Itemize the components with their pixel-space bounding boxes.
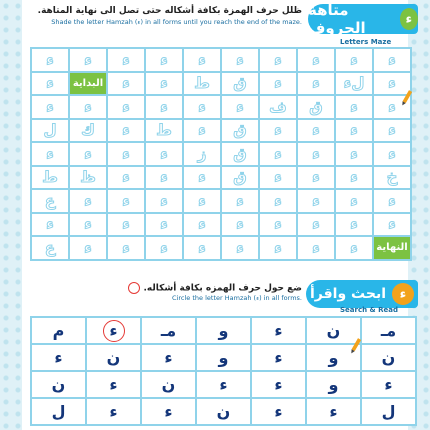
search-letter: ء bbox=[274, 375, 283, 394]
maze-cell[interactable]: ع bbox=[31, 236, 69, 260]
search-instruction-arabic bbox=[30, 282, 302, 294]
maze-cell[interactable]: ز bbox=[183, 142, 221, 166]
maze-cell[interactable]: ء bbox=[107, 95, 145, 119]
search-cell[interactable] bbox=[86, 398, 141, 425]
maze-cell[interactable]: ء bbox=[259, 48, 297, 72]
maze-cell[interactable]: ء bbox=[107, 236, 145, 260]
maze-cell[interactable]: ء bbox=[221, 48, 259, 72]
search-cell[interactable] bbox=[196, 317, 251, 344]
maze-title-text: متاهة الحروف bbox=[308, 1, 366, 37]
maze-number-badge: ء bbox=[400, 8, 418, 30]
search-letter: ء bbox=[274, 348, 283, 367]
search-cell[interactable] bbox=[361, 371, 416, 398]
search-letter: ن bbox=[161, 375, 176, 394]
circle-symbol-icon bbox=[128, 282, 140, 294]
maze-cell[interactable]: ء bbox=[373, 189, 411, 213]
maze-cell[interactable]: ل bbox=[31, 119, 69, 143]
maze-cell[interactable]: ء bbox=[221, 236, 259, 260]
maze-cell[interactable]: ء bbox=[297, 236, 335, 260]
maze-cell[interactable]: ء bbox=[183, 236, 221, 260]
maze-cell[interactable]: ء bbox=[373, 119, 411, 143]
maze-cell[interactable]: ع bbox=[31, 189, 69, 213]
search-cell[interactable] bbox=[31, 344, 86, 371]
maze-cell[interactable]: ء bbox=[335, 236, 373, 260]
maze-cell[interactable]: ء bbox=[297, 48, 335, 72]
maze-cell[interactable]: ء bbox=[297, 189, 335, 213]
maze-cell[interactable]: ء bbox=[373, 48, 411, 72]
search-letter: ء bbox=[274, 321, 283, 340]
maze-cell[interactable]: ء bbox=[31, 213, 69, 237]
maze-cell[interactable]: ء bbox=[259, 142, 297, 166]
maze-cell[interactable]: ق bbox=[221, 166, 259, 190]
maze-cell[interactable]: ء bbox=[335, 189, 373, 213]
search-section-title bbox=[306, 280, 418, 308]
maze-cell[interactable]: ء bbox=[145, 95, 183, 119]
search-instruction-english: Circle the letter Hamzah (ء) in all forms. bbox=[172, 294, 302, 302]
maze-cell[interactable]: ء bbox=[183, 95, 221, 119]
maze-cell[interactable]: ط bbox=[183, 72, 221, 96]
pencil-icon bbox=[395, 88, 417, 110]
maze-cell[interactable]: ء bbox=[69, 236, 107, 260]
maze-cell[interactable]: ء bbox=[107, 72, 145, 96]
maze-cell[interactable]: ء bbox=[183, 119, 221, 143]
maze-cell[interactable]: ء bbox=[69, 142, 107, 166]
maze-cell[interactable]: ء bbox=[31, 48, 69, 72]
maze-cell[interactable]: ك bbox=[69, 119, 107, 143]
maze-cell[interactable]: خ bbox=[373, 166, 411, 190]
maze-cell[interactable]: ء bbox=[297, 213, 335, 237]
search-cell[interactable] bbox=[251, 371, 306, 398]
search-cell[interactable] bbox=[31, 398, 86, 425]
maze-instruction-arabic: ظلل حرف الهمزة بكافة أشكاله حتى تصل الى نهاية المتاهة. bbox=[37, 6, 302, 16]
maze-cell[interactable]: ء bbox=[69, 189, 107, 213]
maze-cell[interactable]: ء bbox=[335, 213, 373, 237]
search-cell[interactable] bbox=[141, 398, 196, 425]
maze-cell[interactable]: لء bbox=[335, 72, 373, 96]
maze-cell[interactable]: ء bbox=[373, 72, 411, 96]
maze-cell[interactable]: ء bbox=[297, 119, 335, 143]
search-letter: ن bbox=[216, 402, 231, 421]
maze-cell[interactable]: ء bbox=[297, 142, 335, 166]
maze-cell[interactable]: ء bbox=[183, 166, 221, 190]
maze-cell[interactable]: ء bbox=[145, 48, 183, 72]
search-letter: م bbox=[52, 321, 65, 340]
maze-cell[interactable]: ء bbox=[259, 119, 297, 143]
maze-cell[interactable]: ء bbox=[259, 166, 297, 190]
maze-cell[interactable]: ء bbox=[107, 189, 145, 213]
maze-cell[interactable]: ء bbox=[373, 95, 411, 119]
maze-cell[interactable]: ق bbox=[221, 72, 259, 96]
maze-cell[interactable]: ء bbox=[107, 166, 145, 190]
maze-cell[interactable]: ء bbox=[145, 142, 183, 166]
search-cell[interactable] bbox=[141, 371, 196, 398]
search-cell[interactable] bbox=[251, 398, 306, 425]
maze-cell[interactable]: ء bbox=[69, 213, 107, 237]
search-letter: ن bbox=[51, 375, 66, 394]
maze-cell[interactable]: ء bbox=[145, 72, 183, 96]
search-letter: ن bbox=[381, 348, 396, 367]
maze-cell[interactable]: ط bbox=[145, 119, 183, 143]
pencil-icon bbox=[344, 336, 366, 358]
search-number-badge: ء bbox=[392, 283, 414, 305]
maze-cell[interactable]: ء bbox=[183, 213, 221, 237]
maze-cell[interactable]: ء bbox=[145, 166, 183, 190]
maze-cell[interactable]: ء bbox=[373, 213, 411, 237]
search-letter: ن bbox=[326, 321, 341, 340]
search-letter: و bbox=[328, 348, 339, 367]
search-subtitle: Search & Read bbox=[340, 306, 398, 314]
search-cell[interactable] bbox=[196, 398, 251, 425]
maze-cell[interactable]: ء bbox=[297, 72, 335, 96]
maze-cell[interactable]: ق bbox=[221, 142, 259, 166]
search-title-text: ابحث واقرأ bbox=[309, 286, 386, 302]
left-border-pattern bbox=[0, 0, 22, 430]
maze-cell[interactable]: ط bbox=[31, 166, 69, 190]
maze-cell[interactable]: ء bbox=[259, 236, 297, 260]
search-letter: ل bbox=[381, 402, 396, 421]
search-cell[interactable] bbox=[361, 344, 416, 371]
maze-cell[interactable]: ء bbox=[335, 166, 373, 190]
maze-cell[interactable]: ء bbox=[107, 142, 145, 166]
maze-cell[interactable]: ء bbox=[145, 213, 183, 237]
search-letter: ء bbox=[329, 402, 338, 421]
maze-section-title bbox=[308, 1, 418, 37]
search-letter: ء bbox=[274, 402, 283, 421]
maze-cell[interactable]: ء bbox=[31, 95, 69, 119]
search-cell[interactable] bbox=[196, 371, 251, 398]
maze-subtitle: Letters Maze bbox=[340, 38, 392, 46]
search-letter: و bbox=[328, 375, 339, 394]
maze-cell[interactable]: ء bbox=[31, 142, 69, 166]
maze-cell[interactable]: ء bbox=[31, 72, 69, 96]
search-letter: ء bbox=[54, 348, 63, 367]
maze-cell[interactable]: ظ bbox=[69, 166, 107, 190]
maze-cell[interactable]: ء bbox=[335, 95, 373, 119]
search-cell[interactable] bbox=[86, 344, 141, 371]
search-letter: و bbox=[218, 348, 229, 367]
search-cell[interactable] bbox=[86, 317, 141, 344]
search-cell[interactable] bbox=[361, 317, 416, 344]
search-cell[interactable] bbox=[31, 317, 86, 344]
maze-cell[interactable]: ء bbox=[335, 48, 373, 72]
search-letter: ن bbox=[106, 348, 121, 367]
maze-cell[interactable]: ء bbox=[145, 189, 183, 213]
maze-cell[interactable]: ء bbox=[297, 166, 335, 190]
maze-cell[interactable]: البداية bbox=[69, 72, 107, 96]
maze-cell[interactable]: ء bbox=[335, 119, 373, 143]
search-cell[interactable] bbox=[141, 344, 196, 371]
maze-cell[interactable]: ء bbox=[373, 142, 411, 166]
search-letter: ء bbox=[164, 348, 173, 367]
search-letter: مـ bbox=[380, 321, 397, 340]
search-letter: ل bbox=[51, 402, 66, 421]
maze-cell[interactable]: ء bbox=[145, 236, 183, 260]
maze-cell[interactable]: ء bbox=[183, 48, 221, 72]
maze-cell[interactable]: ء bbox=[221, 213, 259, 237]
maze-cell[interactable]: ق bbox=[221, 119, 259, 143]
maze-cell[interactable]: ء bbox=[221, 189, 259, 213]
search-cell[interactable] bbox=[86, 371, 141, 398]
search-cell[interactable] bbox=[306, 371, 361, 398]
maze-grid bbox=[30, 47, 412, 261]
maze-cell[interactable]: ء bbox=[107, 213, 145, 237]
maze-instruction-english: Shade the letter Hamzah (ء) in all forms until you reach the end of the maze. bbox=[51, 18, 302, 26]
maze-cell[interactable]: ء bbox=[259, 189, 297, 213]
maze-cell[interactable]: ء bbox=[259, 213, 297, 237]
search-cell[interactable] bbox=[196, 344, 251, 371]
maze-cell[interactable]: ء bbox=[335, 142, 373, 166]
search-instruction-text: ضع حول حرف الهمزه بكافة أشكاله. bbox=[143, 283, 302, 294]
search-cell[interactable] bbox=[361, 398, 416, 425]
search-letter: و bbox=[218, 321, 229, 340]
maze-cell[interactable]: ق bbox=[297, 95, 335, 119]
maze-cell[interactable]: النهاية bbox=[373, 236, 411, 260]
search-letter: ء bbox=[109, 375, 118, 394]
search-letter: ء bbox=[384, 375, 393, 394]
maze-cell[interactable]: ء bbox=[107, 119, 145, 143]
search-cell[interactable] bbox=[141, 317, 196, 344]
search-letter: ء bbox=[164, 402, 173, 421]
search-letter: ء bbox=[219, 375, 228, 394]
maze-cell[interactable]: ء bbox=[221, 95, 259, 119]
maze-cell[interactable]: ء bbox=[69, 95, 107, 119]
search-grid bbox=[30, 316, 417, 426]
search-cell[interactable] bbox=[251, 317, 306, 344]
maze-cell[interactable]: ء bbox=[183, 189, 221, 213]
search-letter: ء bbox=[109, 402, 118, 421]
search-cell[interactable] bbox=[306, 398, 361, 425]
search-letter: مـ bbox=[160, 321, 177, 340]
maze-cell[interactable]: ء bbox=[69, 48, 107, 72]
search-cell[interactable] bbox=[251, 344, 306, 371]
search-letter: ء bbox=[103, 320, 125, 342]
maze-cell[interactable]: ف bbox=[259, 95, 297, 119]
maze-cell[interactable]: ء bbox=[259, 72, 297, 96]
search-cell[interactable] bbox=[31, 371, 86, 398]
maze-cell[interactable]: ء bbox=[107, 48, 145, 72]
